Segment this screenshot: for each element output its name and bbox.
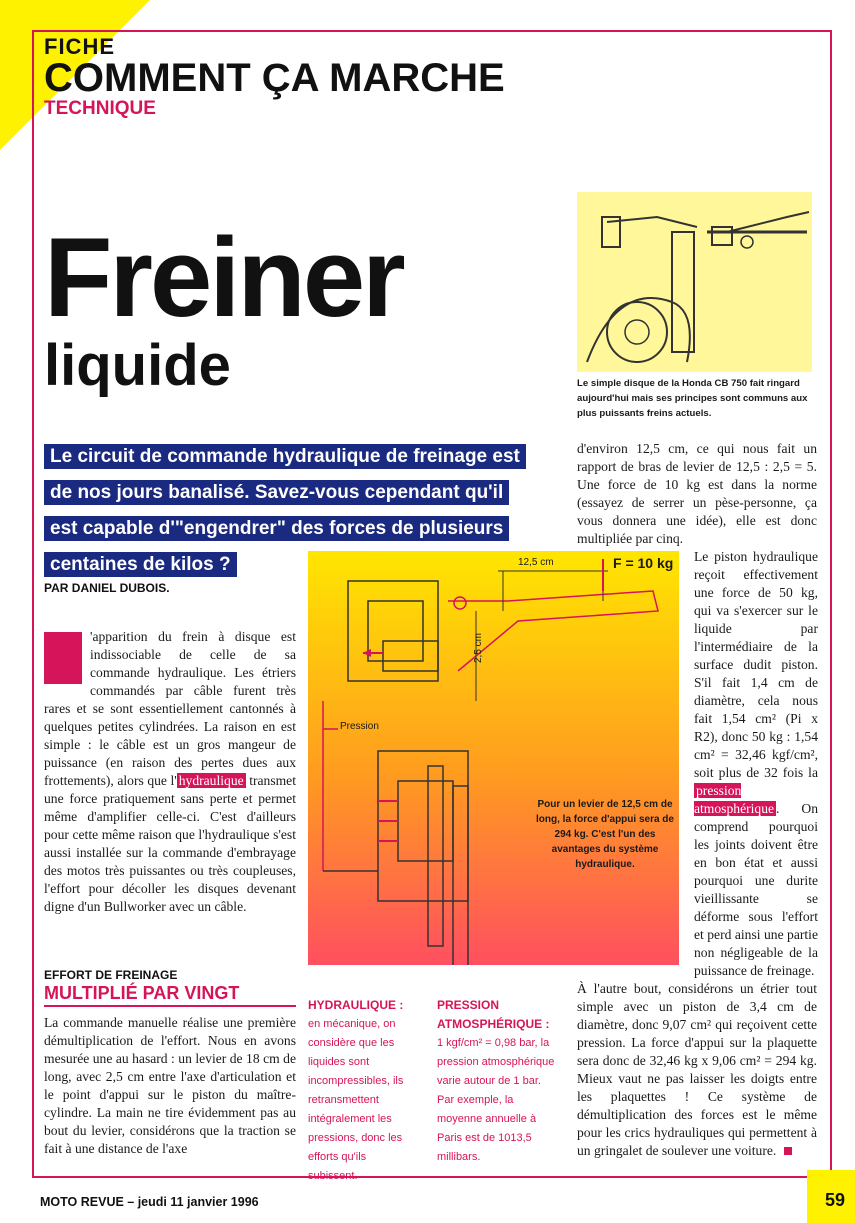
article-title xyxy=(44,215,403,398)
lead-line-1: Le circuit de commande hydraulique de freinage est xyxy=(44,444,526,469)
brake-lever-illustration xyxy=(577,192,812,372)
subhead-big: MULTIPLIÉ PAR VINGT xyxy=(44,983,296,1007)
byline: PAR DANIEL DUBOIS. xyxy=(44,581,170,595)
glossary-hydraulique xyxy=(308,996,418,1186)
brake-photo xyxy=(577,192,812,372)
column-right-p1 xyxy=(577,440,817,548)
diagram-caption: Pour un levier de 12,5 cm de long, la force d'appui sera de 294 kg. C'est l'un des avantages du système hydraulique. xyxy=(536,799,674,870)
body-right-p2-after: . On comprend pourquoi les joints doivent être en bon état et aussi pourquoi une durite vieillissante se déforme sous l'effort et perd ainsi une partie non négligeable de la puissance de freinage. xyxy=(694,801,818,978)
lead-line-4: centaines de kilos ? xyxy=(44,552,237,577)
rubric-fiche: FICHE xyxy=(44,34,115,59)
body-p1-before: 'apparition du frein à disque est indissociable de celle de sa commande hydraulique. Les étriers commandés par câble furent très rares et se sont essentiellement cantonnés à quelques petites cylindrées. La raison en est simple : le câble est un gros mangeur de puissance (en raison des pertes dues aux frottements), alors que l' xyxy=(44,629,296,788)
rubric xyxy=(44,34,505,120)
label-short: 2,5 cm xyxy=(473,632,484,663)
body-p1-after: transmet une force pratiquement sans perte et permet même d'amplifier celle-ci. C'est d'ailleurs pour cette même raison que l'hydraulique s'est aussi installée sur la commande d'embrayage des motos très puissantes ou très coupleuses, l'effort pour décoller les disques devenant digne d'un Bullworker avec un câble. xyxy=(44,773,296,914)
body-p2: La commande manuelle réalise une première démultiplication de l'effort. Nous en avons mesurée une au hasard : un levier de 18 cm de long, avec 2,5 cm entre l'axe d'articulation et le point d'appui sur le piston du maître-cylindre. La main ne tire évidemment pas au bout du levier, considérons que la traction se fait à une distance de l'axe xyxy=(44,1015,296,1156)
column-left-intro xyxy=(44,628,296,916)
glossary-pression xyxy=(437,996,557,1167)
end-mark xyxy=(784,1147,792,1155)
subhead-small: EFFORT DE FREINAGE xyxy=(44,968,178,982)
body-right-p1: d'environ 12,5 cm, ce qui nous fait un rapport de bras de levier de 12,5 : 2,5 = 5. Une force de 10 kg est dans la norme (essayez de serrer un pèse-personne, ça vous donnera une idée), elle est donc multipliée par cinq. xyxy=(577,441,817,546)
glossary-def-2: 1 kgf/cm² = 0,98 bar, la pression atmosphérique varie autour de 1 bar. Par exemple, la moyenne annuelle à Paris est de 1013,5 millibars. xyxy=(437,1037,555,1163)
lead-line-3: est capable d'"engendrer" des forces de plusieurs xyxy=(44,516,509,541)
highlight-hydraulique: hydraulique xyxy=(178,773,244,788)
body-right-p2-before: Le piston hydraulique reçoit effectivement une force de 50 kg, qui va s'exercer sur le liquide par l'intermédiaire de la surface dudit piston. S'il fait 1,4 cm de diamètre, cela nous fait 1,54 cm² (Pi x R2), donc 50 kg : 1,54 cm² = 32,46 kgf/cm², soit plus de 32 fois la xyxy=(694,549,818,780)
page-number: 59 xyxy=(824,1190,845,1210)
rubric-comment: COMMENT ÇA MARCHE xyxy=(44,56,505,100)
glossary-def-1: en mécanique, on considère que les liquides sont incompressibles, ils retransmettent intégralement les pressions, donc les efforts qu'ils subissent. xyxy=(308,1018,404,1182)
footer-publication: MOTO REVUE – jeudi 11 janvier 1996 xyxy=(40,1195,259,1209)
column-right-narrow xyxy=(694,548,818,980)
title-sub: liquide xyxy=(44,333,231,398)
label-force: F = 10 kg xyxy=(613,555,674,571)
label-pressure: Pression xyxy=(340,721,379,732)
column-right-p3 xyxy=(577,980,817,1160)
title-main: Freiner xyxy=(44,215,403,340)
hydraulic-diagram xyxy=(308,551,679,965)
body-right-p3: À l'autre bout, considérons un étrier tout simple avec un piston de 3,4 cm de diamètre, donc 9,07 cm² qui reçoivent cette pression. La force d'appui sur la plaquette sera donc de 32,46 kg x 9,06 cm² = 294 kg. Mieux vaut ne pas laisser les doigts entre les plaquettes ! Ce système de démultiplication des forces est le même pour les crics hydrauliques qui permettent à un gringalet de soulever une voiture. xyxy=(577,981,817,1158)
rubric-technique: TECHNIQUE xyxy=(44,98,156,119)
glossary-term-2: PRESSION ATMOSPHÉRIQUE : xyxy=(437,998,550,1031)
highlight-pression: pression atmosphérique xyxy=(694,783,775,816)
lead-line-2: de nos jours banalisé. Savez-vous cependant qu'il xyxy=(44,480,509,505)
photo-caption: Le simple disque de la Honda CB 750 fait ringard aujourd'hui mais ses principes sont communs aux plus puissants freins actuels. xyxy=(577,378,808,419)
label-length: 12,5 cm xyxy=(518,557,554,568)
diagram-drawing xyxy=(308,551,679,965)
column-left-p2 xyxy=(44,1014,296,1158)
dropcap xyxy=(44,632,82,684)
glossary-term-1: HYDRAULIQUE : xyxy=(308,998,404,1012)
